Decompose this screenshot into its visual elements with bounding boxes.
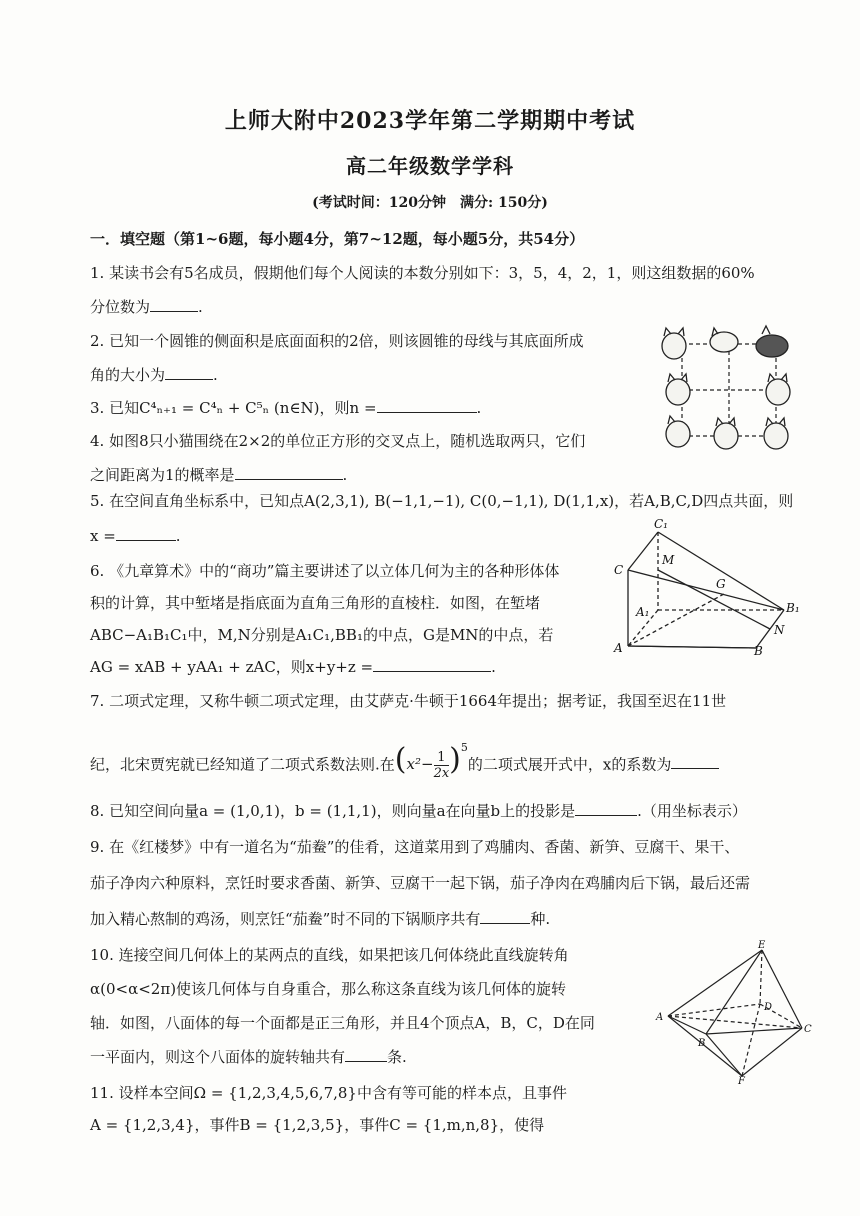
label-C1: C₁ [654,518,668,531]
binomial-den: 2x [433,765,450,781]
label-B: B [698,1038,706,1049]
prism-figure [612,518,812,656]
q11-line1: 11. 设样本空间Ω = {1,2,3,4,5,6,7,8}中含有等可能的样本点，且事件 [90,1084,567,1102]
q10-line4 [90,1046,407,1067]
q9-line3 [90,908,550,929]
binomial-expression: (x²− $\frac{1}{2x}$ )$^5$ [394,741,468,781]
q5-text: x = [90,527,116,545]
q6-line4: AG = xAB + yAA₁ + zAC，则x+y+z = . [90,658,496,676]
label-M: M [662,553,675,567]
q5-answer-blank [116,526,176,541]
exam-title: 上师大附中2023学年第二学期期中考试 [224,108,636,134]
section-heading: 一．填空题（第1~6题，每小题4分，第7~12题，每小题5分，共54分） [90,230,585,248]
q1-line1: 1. 某读书会有5名成员，假期他们每个人阅读的本数分别如下：3，5，4，2，1，则这组数据的60% [90,264,755,282]
binomial-base: x² [406,755,421,773]
q7-text-b: 的二项式展开式中，x的系数为 [467,755,672,774]
q1-line2: 分位数为 . [90,298,203,316]
q9-line1: 9. 在《红楼梦》中有一道名为“茄鲞”的佳肴，这道菜用到了鸡脯肉、香菌、新笋、豆腐干、果干、 [90,838,740,856]
q3-line: 3. 已知C⁴ₙ₊₁ = C⁴ₙ + C⁵ₙ (n∈N)，则n = . [90,399,482,417]
q8-text-a: 8. 已知空间向量a = (1,0,1)，b = (1,1,1)，则向量a在向量b上的投影是 [90,802,576,820]
cat-icon [764,418,788,449]
q9-answer-blank [480,909,530,924]
label-A: A [614,641,623,655]
q2-text: 角的大小为 [90,366,166,384]
label-F: F [738,1076,745,1084]
cat-grid-figure [654,320,804,460]
label-N: N [774,623,785,637]
q7-answer-blank [671,754,719,769]
cat-icon [710,328,738,352]
q2-answer-blank [165,365,213,380]
q7-line2 [90,741,719,785]
q9-text-b: 种. [530,910,551,928]
label-D: D [764,1002,773,1013]
binomial-num: 1 [434,750,450,766]
cat-icon [766,374,790,405]
label-A: A [656,1012,664,1023]
q9-text-a: 加入精心熬制的鸡汤，则烹饪“茄鲞”时不同的下锅顺序共有 [90,910,481,928]
q10-line2: α(0<α<2π)使该几何体与自身重合，那么称这条直线为该几何体的旋转 [90,980,567,998]
q4-line1: 4. 如图8只小猫围绕在2×2的单位正方形的交叉点上，随机选取两只，它们 [90,432,586,450]
q7-line1: 7. 二项式定理，又称牛顿二项式定理，由艾萨克·牛顿于1664年提出；据考证，我国至迟在11世 [90,692,727,710]
label-A1: A₁ [636,605,650,619]
cat-icon [756,326,788,357]
q7-text-a: 纪，北宋贾宪就已经知道了二项式系数法则.在 [90,755,395,774]
exam-subtitle: 高二年级数学学科 [346,154,514,178]
q4-line2: 之间距离为1的概率是 . [90,466,348,484]
binomial-exponent: 5 [460,741,468,754]
q10-text-b: 条. [387,1048,407,1066]
q6-line2: 积的计算，其中堑堵是指底面为直角三角形的直棱柱．如图，在堑堵 [90,594,541,612]
cat-icon [662,328,686,359]
label-B: B [754,644,763,656]
q6-line1: 6. 《九章算术》中的“商功”篇主要讲述了以立体几何为主的各种形体体 [90,562,560,580]
q1-answer-blank [150,297,198,312]
q6-answer-blank [373,657,491,672]
label-B1: B₁ [786,601,800,615]
q4-answer-blank [235,465,343,480]
q6-text: AG = xAB + yAA₁ + zAC，则x+y+z = [90,658,374,676]
q6-line3: ABC−A₁B₁C₁中，M,N分别是A₁C₁,BB₁的中点，G是MN的中点，若 [90,626,554,644]
label-C: C [614,563,624,577]
label-E: E [758,940,766,951]
q3-text: 3. 已知C⁴ₙ₊₁ = C⁴ₙ + C⁵ₙ (n∈N)，则n = [90,399,377,417]
q10-line1: 10. 连接空间几何体上的某两点的直线，如果把该几何体绕此直线旋转角 [90,946,569,964]
label-C: C [804,1024,812,1035]
cat-icon [666,374,690,405]
q5-line1: 5. 在空间直角坐标系中，已知点A(2,3,1), B(−1,1,−1), C(0,−1,1), D(1,1,x)，若A,B,C,D四点共面，则 [90,492,794,510]
q4-text: 之间距离为1的概率是 [90,466,235,484]
q3-answer-blank [377,398,477,413]
q8-line [90,800,747,821]
q10-text-a: 一平面内，则这个八面体的旋转轴共有 [90,1048,346,1066]
q5-line2: x = . [90,527,181,545]
q10-answer-blank [345,1047,387,1062]
q2-line2: 角的大小为 . [90,366,218,384]
q11-line2: A = {1,2,3,4}，事件B = {1,2,3,5}，事件C = {1,m,n,8}，使得 [90,1116,545,1134]
q8-text-b: .（用坐标表示） [637,802,747,820]
q8-answer-blank [575,801,637,816]
octahedron-figure [654,940,814,1084]
label-G: G [716,577,726,591]
q1-text: 分位数为 [90,298,151,316]
q10-line3: 轴．如图，八面体的每一个面都是正三角形，并且4个顶点A，B，C，D在同 [90,1014,595,1032]
q2-line1: 2. 已知一个圆锥的侧面积是底面面积的2倍，则该圆锥的母线与其底面所成 [90,332,584,350]
q9-line2: 茄子净肉六种原料，烹饪时要求香菌、新笋、豆腐干一起下锅，茄子净肉在鸡脯肉后下锅，最后还需 [90,874,751,892]
exam-meta: (考试时间：120分钟 满分: 150分) [312,195,548,211]
cat-icon [714,418,738,449]
cat-icon [666,416,690,447]
